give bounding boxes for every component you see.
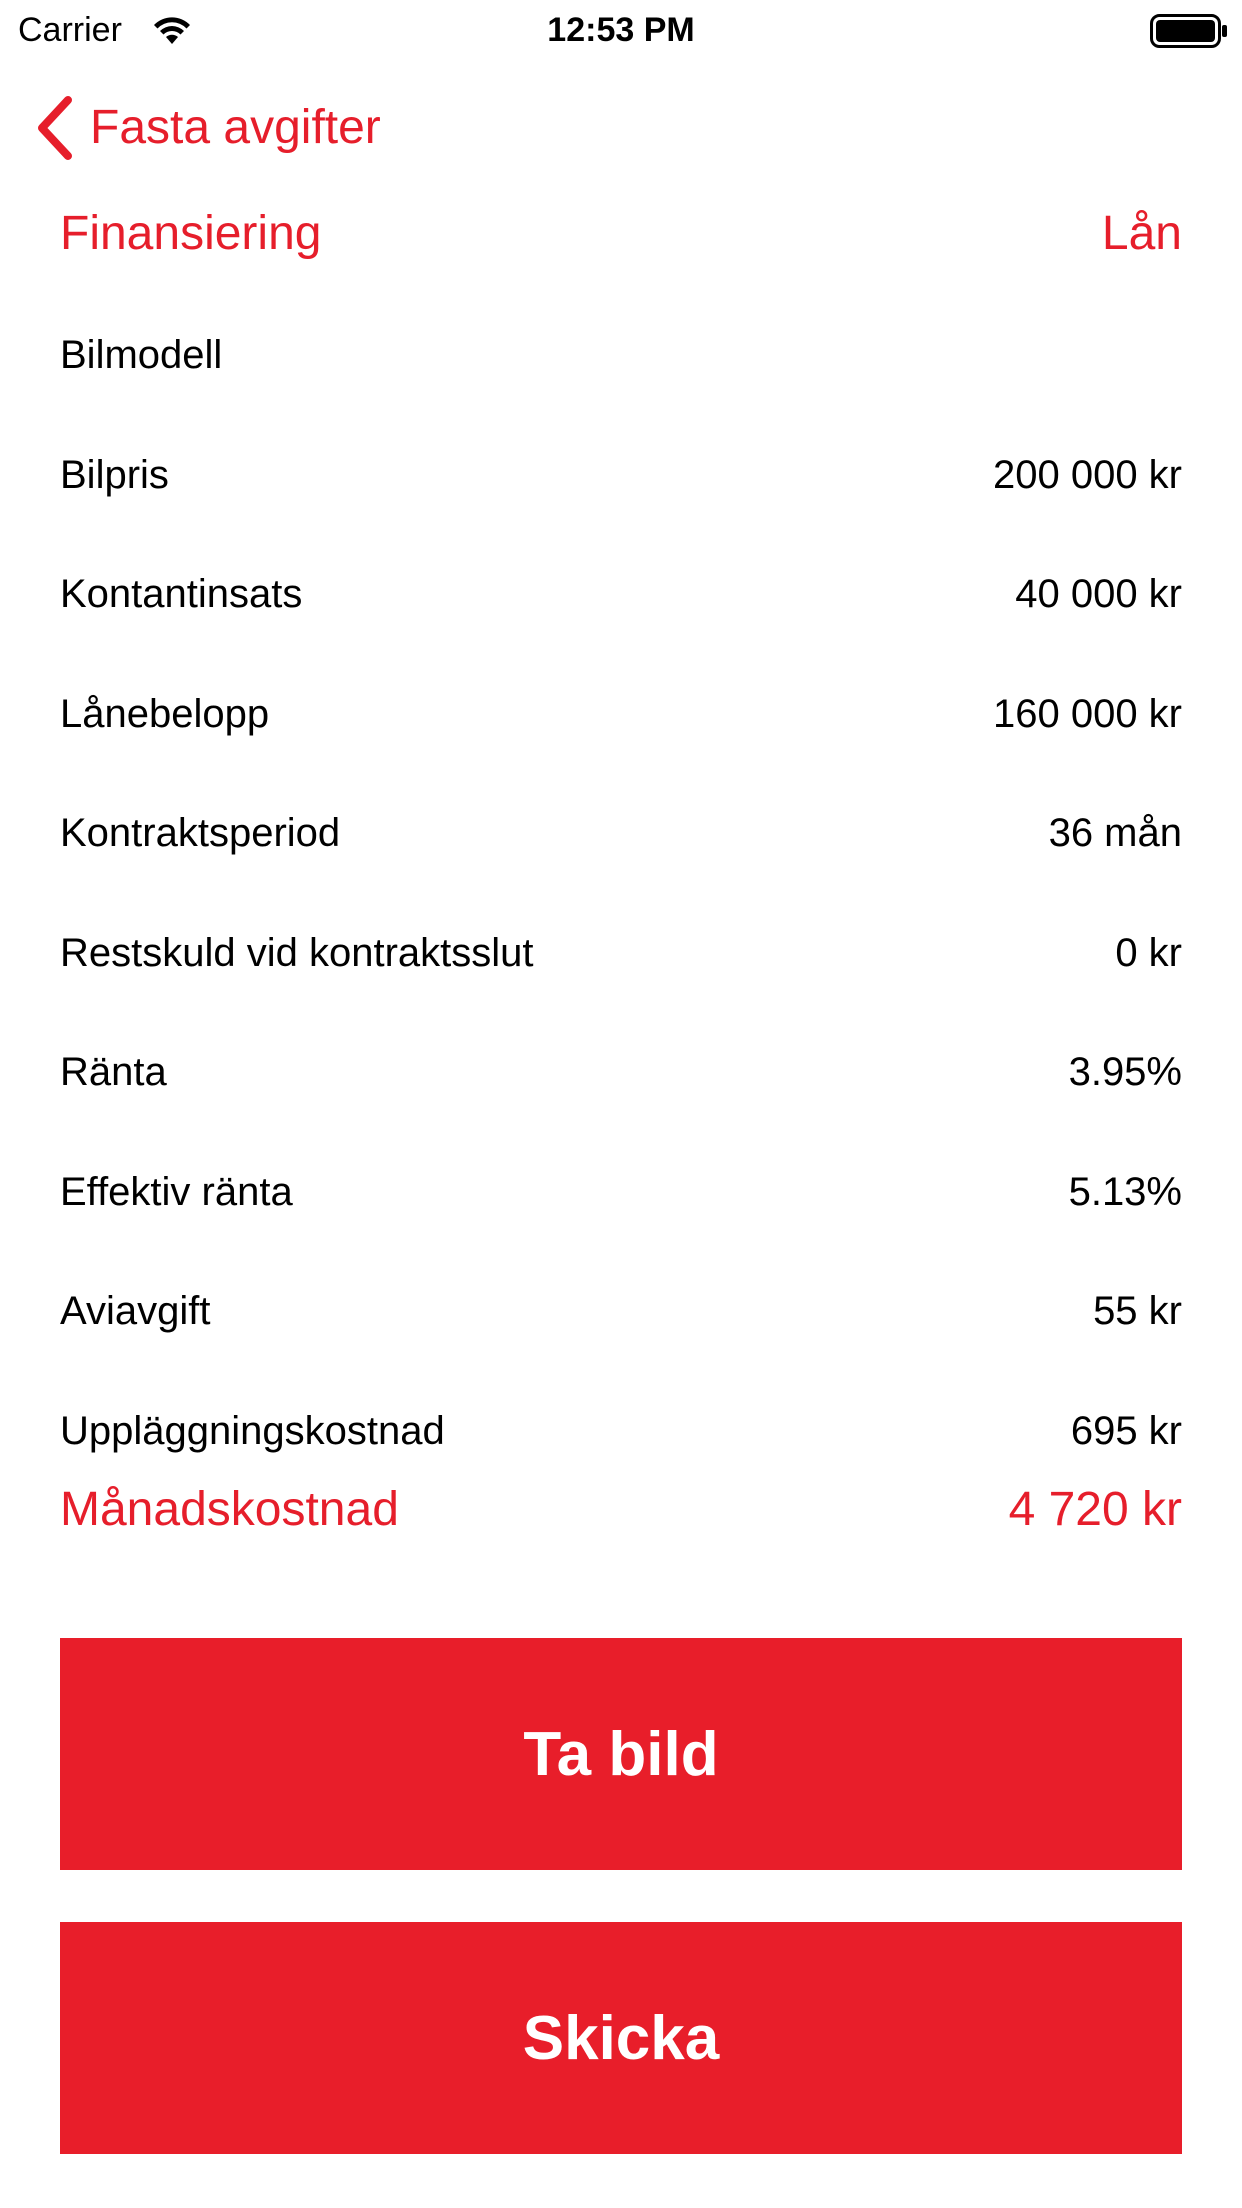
take-photo-button[interactable]: Ta bild xyxy=(60,1638,1182,1870)
row-label: Bilpris xyxy=(60,452,169,497)
row-lanebelopp xyxy=(60,655,1182,775)
row-ranta xyxy=(60,1013,1182,1133)
row-value: 55 kr xyxy=(1093,1289,1182,1334)
row-value: 0 kr xyxy=(1115,930,1182,975)
back-button-label: Fasta avgifter xyxy=(90,101,381,154)
details-list xyxy=(60,296,1182,1491)
row-label: Ränta xyxy=(60,1050,167,1095)
row-bilpris xyxy=(60,416,1182,536)
row-label: Kontraktsperiod xyxy=(60,811,341,856)
row-label: Restskuld vid kontraktsslut xyxy=(60,930,534,975)
row-effektiv-ranta xyxy=(60,1133,1182,1253)
row-value: 36 mån xyxy=(1048,811,1182,856)
row-value: 200 000 kr xyxy=(992,452,1182,497)
row-label: Kontantinsats xyxy=(60,572,303,617)
row-bilmodell xyxy=(60,296,1182,416)
carrier-label: Carrier xyxy=(18,11,122,49)
row-aviavgift xyxy=(60,1252,1182,1372)
send-button[interactable]: Skicka xyxy=(60,1922,1182,2154)
row-value: 695 kr xyxy=(1070,1408,1182,1453)
row-label: Uppläggningskostnad xyxy=(60,1408,445,1453)
row-label: Lånebelopp xyxy=(60,691,270,736)
row-value: 40 000 kr xyxy=(1015,572,1182,617)
back-button[interactable] xyxy=(36,96,381,160)
row-label: Bilmodell xyxy=(60,333,223,378)
monthly-cost-label: Månadskostnad xyxy=(60,1482,399,1536)
monthly-cost-value: 4 720 kr xyxy=(1008,1482,1182,1536)
monthly-cost-row xyxy=(60,1474,1182,1544)
status-bar xyxy=(0,0,1242,60)
row-kontantinsats xyxy=(60,535,1182,655)
row-label: Effektiv ränta xyxy=(60,1169,293,1214)
section-header xyxy=(60,200,1182,266)
row-label: Aviavgift xyxy=(60,1289,211,1334)
row-restskuld xyxy=(60,894,1182,1014)
row-value: 5.13% xyxy=(1068,1169,1182,1214)
row-kontraktsperiod xyxy=(60,774,1182,894)
financing-type: Lån xyxy=(1101,206,1182,260)
battery-icon xyxy=(1150,14,1228,48)
section-title: Finansiering xyxy=(60,206,322,260)
clock: 12:53 PM xyxy=(547,11,695,49)
row-value: 160 000 kr xyxy=(992,691,1182,736)
row-value: 3.95% xyxy=(1068,1050,1182,1095)
chevron-left-icon xyxy=(36,96,76,160)
